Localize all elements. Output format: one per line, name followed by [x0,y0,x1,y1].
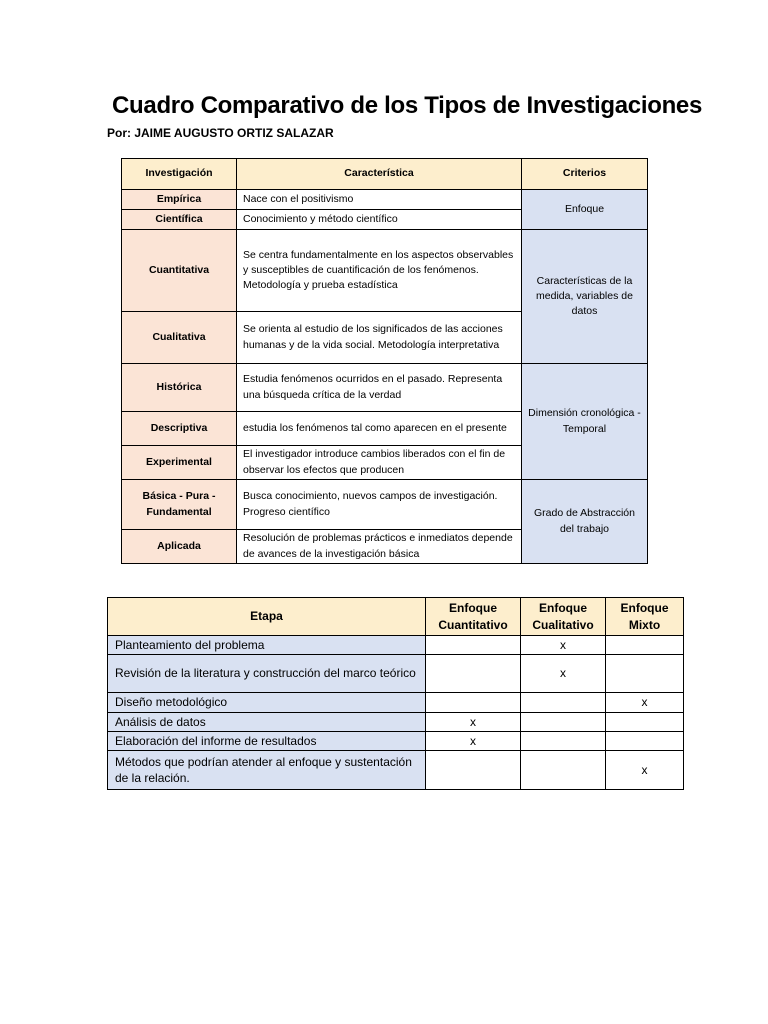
header-criterios: Criterios [522,159,648,190]
table-row [108,732,684,751]
characteristic: Nace con el positivismo [237,190,522,210]
table-row [122,364,648,412]
mark-cualitativo [521,693,606,713]
characteristic: El investigador introduce cambios liberados con el fin de observar los efectos que producen [237,446,522,480]
mark-cualitativo [521,713,606,732]
mark-mixto: x [606,751,684,790]
criterion: Enfoque [522,190,648,230]
header-mixto: Enfoque Mixto [606,598,684,636]
mark-mixto [606,636,684,655]
mark-cualitativo [521,751,606,790]
table-row [108,655,684,693]
investigation-type: Cuantitativa [122,230,237,312]
mark-cualitativo: x [521,655,606,693]
stage-name: Planteamiento del problema [108,636,426,655]
investigation-type: Científica [122,210,237,230]
characteristic: Estudia fenómenos ocurridos en el pasado. Representa una búsqueda crítica de la verdad [237,364,522,412]
approach-stages-table [107,597,684,790]
mark-cuantitativo: x [426,732,521,751]
page-title: Cuadro Comparativo de los Tipos de Investigaciones [112,92,703,119]
mark-cualitativo: x [521,636,606,655]
characteristic: Se centra fundamentalmente en los aspectos observables y susceptibles de cuantificación de los fenómenos. Metodología y prueba estadística [237,230,522,312]
mark-cuantitativo [426,693,521,713]
investigation-type: Básica - Pura - Fundamental [122,480,237,530]
header-caracteristica: Característica [237,159,522,190]
investigation-types-table [121,158,648,564]
header-cualitativo: Enfoque Cualitativo [521,598,606,636]
header-investigacion: Investigación [122,159,237,190]
table-row [122,230,648,312]
investigation-type: Empírica [122,190,237,210]
criterion: Dimensión cronológica - Temporal [522,364,648,480]
mark-mixto: x [606,693,684,713]
investigation-type: Descriptiva [122,412,237,446]
header-cuantitativo: Enfoque Cuantitativo [426,598,521,636]
stage-name: Elaboración del informe de resultados [108,732,426,751]
mark-cuantitativo [426,636,521,655]
stage-name: Métodos que podrían atender al enfoque y sustentación de la relación. [108,751,426,790]
mark-mixto [606,655,684,693]
author-line: Por: JAIME AUGUSTO ORTIZ SALAZAR [107,126,334,140]
investigation-type: Aplicada [122,530,237,564]
table-row [108,636,684,655]
mark-cualitativo [521,732,606,751]
table-row [108,713,684,732]
characteristic: Busca conocimiento, nuevos campos de investigación. Progreso científico [237,480,522,530]
characteristic: Conocimiento y método científico [237,210,522,230]
table-row [122,190,648,210]
table-row [108,751,684,790]
table-header-row [122,159,648,190]
stage-name: Revisión de la literatura y construcción del marco teórico [108,655,426,693]
investigation-type: Histórica [122,364,237,412]
table-header-row [108,598,684,636]
table-row [108,693,684,713]
criterion: Grado de Abstracción del trabajo [522,480,648,564]
characteristic: estudia los fenómenos tal como aparecen en el presente [237,412,522,446]
investigation-type: Cualitativa [122,312,237,364]
stage-name: Análisis de datos [108,713,426,732]
stage-name: Diseño metodológico [108,693,426,713]
investigation-type: Experimental [122,446,237,480]
characteristic: Resolución de problemas prácticos e inmediatos depende de avances de la investigación básica [237,530,522,564]
characteristic: Se orienta al estudio de los significados de las acciones humanas y de la vida social. Metodología interpretativa [237,312,522,364]
mark-mixto [606,732,684,751]
mark-cuantitativo: x [426,713,521,732]
mark-mixto [606,713,684,732]
criterion: Características de la medida, variables de datos [522,230,648,364]
header-etapa: Etapa [108,598,426,636]
mark-cuantitativo [426,751,521,790]
table-row [122,480,648,530]
mark-cuantitativo [426,655,521,693]
